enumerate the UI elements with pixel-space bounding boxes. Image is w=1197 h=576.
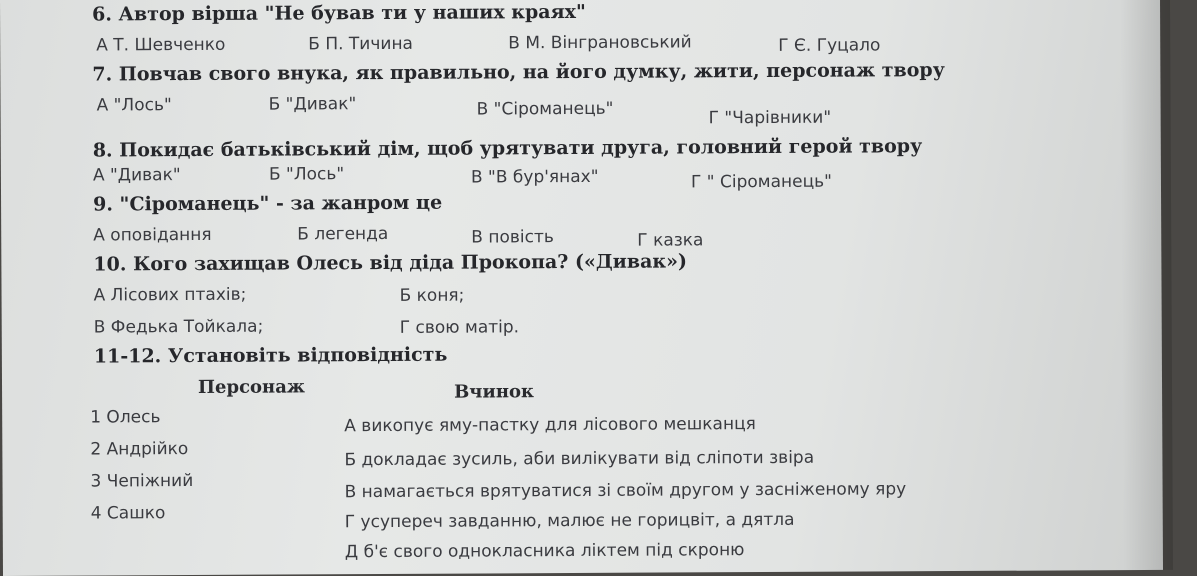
action-item: В намагається врятуватися зі своїм другом у засніженому яру [344,479,907,503]
option-v: В "Сіроманець" [476,98,614,120]
action-item: Б докладає зусиль, аби вилікувати від сліпоти звіра [344,447,815,471]
character-item: 3 Чепіжний [90,470,194,492]
option-g: Г " Сіроманець" [690,171,833,193]
option-a: А "Лось" [96,95,172,116]
question-9-options [1,220,1161,251]
option-g: Г Є. Гуцало [778,35,881,56]
option-b: Б "Дивак" [268,94,357,115]
question-11-12: 11-12. Установіть відповідність [93,343,448,368]
character-item: 4 Сашко [90,503,166,524]
option-v: В повість [471,227,554,248]
question-6-options [0,30,1160,56]
option-v: В Федька Тойкала; [93,316,264,338]
option-v: В "В бур'янах" [470,166,599,188]
character-item: 2 Андрійко [90,439,189,460]
option-a: А Лісових птахів; [93,284,247,306]
option-a: А "Дивак" [92,165,181,186]
question-10: 10. Кого захищав Олесь від діда Прокопа? («Дивак») [93,250,688,276]
option-b: Б легенда [297,223,389,245]
option-a: А оповідання [93,224,212,246]
paper-edge-shadow [1120,0,1173,570]
question-10-options-row-2 [2,312,1162,338]
question-7-options [1,90,1161,129]
option-b: Б "Лось" [268,164,345,185]
option-g: Г "Чарівники" [708,107,832,129]
action-item: А викопує яму-пастку для лісового мешканця [344,414,756,437]
character-item: 1 Олесь [90,407,161,428]
question-8: 8. Покидає батьківський дім, щоб урятувати друга, головний герой твору [92,135,923,162]
option-b: Б П. Тичина [308,33,414,55]
question-7: 7. Повчав свого внука, як правильно, на його думку, жити, персонаж твору [92,59,945,86]
option-g: Г казка [637,230,704,251]
action-item: Д б'є свого однокласника ліктем під скроню [344,540,745,563]
option-g: Г свою матір. [399,317,520,338]
option-v: В М. Вінграновський [508,32,692,54]
column-header-action: Вчинок [454,381,535,403]
question-10-options-row-1 [1,280,1161,306]
question-9: 9. "Сіроманець" - за жанром це [93,191,443,216]
option-b: Б коня; [399,285,465,306]
option-a: А Т. Шевченко [96,34,226,56]
action-item: Г усупереч завданню, малює не горицвіт, а дятла [344,509,795,533]
question-6: 6. Автор вірша "Не бував ти у наших краях" [92,0,586,26]
column-header-character: Персонаж [197,376,306,398]
